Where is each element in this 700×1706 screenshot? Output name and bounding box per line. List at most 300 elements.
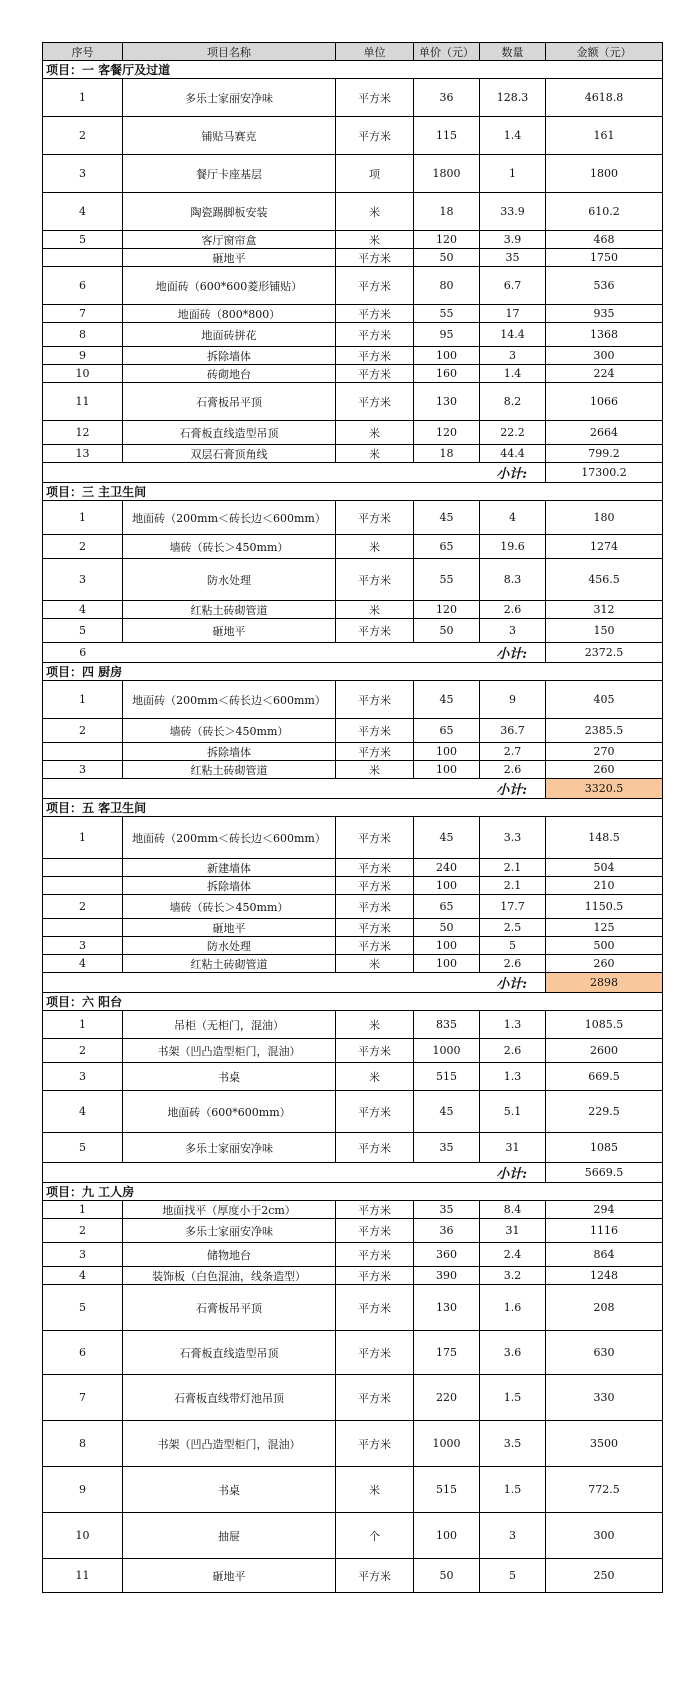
- cell-qty: 4: [480, 501, 546, 535]
- cell-price: 835: [414, 1011, 480, 1039]
- cell-unit: 平方米: [336, 305, 414, 323]
- cell-unit: 米: [336, 601, 414, 619]
- table-row: [43, 1011, 663, 1039]
- table-row: [43, 1063, 663, 1091]
- subtotal-row: [43, 1163, 663, 1183]
- cell-amount: 405: [546, 681, 663, 719]
- cell-price: 50: [414, 1559, 480, 1593]
- cell-qty: 2.1: [480, 877, 546, 895]
- table-row: [43, 1559, 663, 1593]
- cell-name: 多乐士家丽安净味: [123, 1219, 336, 1243]
- cell-price: 18: [414, 445, 480, 463]
- cell-name: 红粘土砖砌管道: [123, 955, 336, 973]
- cell-unit: 米: [336, 1063, 414, 1091]
- cell-amount: 935: [546, 305, 663, 323]
- cell-amount: 2385.5: [546, 719, 663, 743]
- cell-price: 1800: [414, 155, 480, 193]
- cell-price: 35: [414, 1201, 480, 1219]
- cell-amount: 504: [546, 859, 663, 877]
- table-row: [43, 323, 663, 347]
- cell-amount: 300: [546, 1513, 663, 1559]
- cell-price: 515: [414, 1467, 480, 1513]
- cell-amount: 148.5: [546, 817, 663, 859]
- cell-price: 220: [414, 1375, 480, 1421]
- table-row: [43, 501, 663, 535]
- cell-unit: 米: [336, 421, 414, 445]
- cell-amount: 4618.8: [546, 79, 663, 117]
- cell-qty: 9: [480, 681, 546, 719]
- cell-unit: 平方米: [336, 877, 414, 895]
- subtotal-amount: 5669.5: [546, 1163, 663, 1183]
- cell-amount: 1368: [546, 323, 663, 347]
- cell-no: 8: [43, 1421, 123, 1467]
- cell-name: 石膏板直线造型吊顶: [123, 1331, 336, 1375]
- cell-no: 9: [43, 1467, 123, 1513]
- cell-unit: 平方米: [336, 937, 414, 955]
- cell-no: 5: [43, 1285, 123, 1331]
- cell-no: 1: [43, 1201, 123, 1219]
- cell-price: 36: [414, 1219, 480, 1243]
- table-row: [43, 267, 663, 305]
- subtotal-label: 小计:: [123, 1163, 546, 1183]
- table-row: [43, 1267, 663, 1285]
- cell-qty: 3.6: [480, 1331, 546, 1375]
- cell-name: 砖砌地台: [123, 365, 336, 383]
- table-row: [43, 1421, 663, 1467]
- cell-price: 120: [414, 231, 480, 249]
- cell-name: 铺贴马赛克: [123, 117, 336, 155]
- cell-qty: 1.5: [480, 1375, 546, 1421]
- cell-name: 砸地平: [123, 919, 336, 937]
- cell-name: 墙砖（砖长＞450mm）: [123, 535, 336, 559]
- cell-amount: 1116: [546, 1219, 663, 1243]
- cell-price: 160: [414, 365, 480, 383]
- cell-qty: 36.7: [480, 719, 546, 743]
- cell-qty: 19.6: [480, 535, 546, 559]
- cell-qty: 2.6: [480, 955, 546, 973]
- cell-amount: 772.5: [546, 1467, 663, 1513]
- section-title: 项目：六 阳台: [43, 993, 663, 1011]
- cell-qty: 8.2: [480, 383, 546, 421]
- cell-amount: 610.2: [546, 193, 663, 231]
- cell-price: 100: [414, 347, 480, 365]
- cell-name: 地面砖（600*600菱形铺贴）: [123, 267, 336, 305]
- cell-no: 3: [43, 155, 123, 193]
- cell-amount: 330: [546, 1375, 663, 1421]
- cell-price: 45: [414, 501, 480, 535]
- cell-amount: 3500: [546, 1421, 663, 1467]
- cell-name: 地面砖（200mm＜砖长边＜600mm）: [123, 681, 336, 719]
- table-row: [43, 559, 663, 601]
- cell-amount: 536: [546, 267, 663, 305]
- cell-no: 2: [43, 1039, 123, 1063]
- cell-no: 3: [43, 1063, 123, 1091]
- cell-unit: 米: [336, 761, 414, 779]
- cell-name: 石膏板吊平顶: [123, 383, 336, 421]
- header-no: 序号: [43, 43, 123, 61]
- section-header: [43, 993, 663, 1011]
- section-title: 项目：九 工人房: [43, 1183, 663, 1201]
- subtotal-amount: 2372.5: [546, 643, 663, 663]
- cell-name: 装饰板（白色混油，线条造型）: [123, 1267, 336, 1285]
- table-row: [43, 155, 663, 193]
- cell-qty: 3: [480, 1513, 546, 1559]
- cell-price: 390: [414, 1267, 480, 1285]
- cell-no: 6: [43, 267, 123, 305]
- cell-unit: 项: [336, 155, 414, 193]
- table-row: [43, 117, 663, 155]
- cell-price: 120: [414, 601, 480, 619]
- cell-no: 1: [43, 817, 123, 859]
- cell-unit: 米: [336, 535, 414, 559]
- cell-unit: 平方米: [336, 1219, 414, 1243]
- cell-name: 陶瓷踢脚板安装: [123, 193, 336, 231]
- cell-amount: 1248: [546, 1267, 663, 1285]
- table-row: [43, 1243, 663, 1267]
- cell-name: 抽屉: [123, 1513, 336, 1559]
- table-row: [43, 1133, 663, 1163]
- cell-unit: 平方米: [336, 1559, 414, 1593]
- cell-price: 115: [414, 117, 480, 155]
- table-row: [43, 817, 663, 859]
- table-row: [43, 955, 663, 973]
- cell-no: 10: [43, 1513, 123, 1559]
- table-row: [43, 619, 663, 643]
- subtotal-label: 小计:: [123, 779, 546, 799]
- cell-unit: 平方米: [336, 501, 414, 535]
- cell-unit: 米: [336, 1467, 414, 1513]
- cell-name: 防水处理: [123, 559, 336, 601]
- cell-unit: 平方米: [336, 365, 414, 383]
- cell-qty: 17.7: [480, 895, 546, 919]
- cell-price: 100: [414, 955, 480, 973]
- cell-price: 36: [414, 79, 480, 117]
- cell-no: 13: [43, 445, 123, 463]
- cell-no: 2: [43, 895, 123, 919]
- section-header: [43, 663, 663, 681]
- section-header: [43, 61, 663, 79]
- cell-qty: 2.6: [480, 1039, 546, 1063]
- cell-price: 1000: [414, 1421, 480, 1467]
- cell-no: 7: [43, 1375, 123, 1421]
- cell-unit: 平方米: [336, 743, 414, 761]
- cell-amount: 2664: [546, 421, 663, 445]
- cell-price: 175: [414, 1331, 480, 1375]
- cell-price: 360: [414, 1243, 480, 1267]
- cell-amount: 224: [546, 365, 663, 383]
- cell-amount: 210: [546, 877, 663, 895]
- cell-unit: 平方米: [336, 267, 414, 305]
- cell-price: 65: [414, 719, 480, 743]
- cell-price: 55: [414, 559, 480, 601]
- table-row: [43, 365, 663, 383]
- cell-no: [43, 249, 123, 267]
- table-row: [43, 895, 663, 919]
- table-row: [43, 1513, 663, 1559]
- subtotal-amount: 2898: [546, 973, 663, 993]
- cell-qty: 5.1: [480, 1091, 546, 1133]
- header-unit: 单位: [336, 43, 414, 61]
- table-row: [43, 1375, 663, 1421]
- cell-unit: 平方米: [336, 1201, 414, 1219]
- cell-name: 餐厅卡座基层: [123, 155, 336, 193]
- cell-qty: 3: [480, 347, 546, 365]
- cell-name: 拆除墙体: [123, 877, 336, 895]
- cell-price: 50: [414, 919, 480, 937]
- subtotal-amount: 3320.5: [546, 779, 663, 799]
- cell-qty: 2.7: [480, 743, 546, 761]
- cell-no: 3: [43, 559, 123, 601]
- cell-unit: 平方米: [336, 1375, 414, 1421]
- cell-unit: 平方米: [336, 895, 414, 919]
- cell-no: 1: [43, 79, 123, 117]
- cell-unit: 米: [336, 445, 414, 463]
- cell-amount: 500: [546, 937, 663, 955]
- cell-amount: 1750: [546, 249, 663, 267]
- table-row: [43, 445, 663, 463]
- cell-no: 12: [43, 421, 123, 445]
- section-title: 项目：五 客卫生间: [43, 799, 663, 817]
- cell-unit: 平方米: [336, 919, 414, 937]
- cell-unit: 米: [336, 1011, 414, 1039]
- table-row: [43, 249, 663, 267]
- cell-qty: 2.6: [480, 761, 546, 779]
- cell-qty: 5: [480, 1559, 546, 1593]
- subtotal-row: [43, 973, 663, 993]
- cell-no: 3: [43, 1243, 123, 1267]
- cell-name: 地面砖（200mm＜砖长边＜600mm）: [123, 817, 336, 859]
- section-title: 项目：三 主卫生间: [43, 483, 663, 501]
- cell-name: 防水处理: [123, 937, 336, 955]
- cell-amount: 208: [546, 1285, 663, 1331]
- cell-name: 砸地平: [123, 1559, 336, 1593]
- subtotal-no: [43, 779, 123, 799]
- cell-amount: 2600: [546, 1039, 663, 1063]
- cell-name: 地面砖（600*600mm）: [123, 1091, 336, 1133]
- cell-no: 2: [43, 117, 123, 155]
- subtotal-row: [43, 779, 663, 799]
- cell-no: 4: [43, 193, 123, 231]
- cell-qty: 3.5: [480, 1421, 546, 1467]
- cell-name: 储物地台: [123, 1243, 336, 1267]
- table-row: [43, 601, 663, 619]
- cell-qty: 1.4: [480, 117, 546, 155]
- cell-qty: 1: [480, 155, 546, 193]
- subtotal-no: [43, 973, 123, 993]
- cell-amount: 669.5: [546, 1063, 663, 1091]
- cell-no: 8: [43, 323, 123, 347]
- header-price: 单价（元）: [414, 43, 480, 61]
- cell-qty: 44.4: [480, 445, 546, 463]
- cell-amount: 1085: [546, 1133, 663, 1163]
- header-name: 项目名称: [123, 43, 336, 61]
- cell-unit: 平方米: [336, 1091, 414, 1133]
- cell-price: 130: [414, 383, 480, 421]
- cell-price: 45: [414, 817, 480, 859]
- cell-unit: 平方米: [336, 817, 414, 859]
- cell-name: 拆除墙体: [123, 743, 336, 761]
- cell-no: 4: [43, 601, 123, 619]
- cell-unit: 平方米: [336, 1285, 414, 1331]
- cell-name: 红粘土砖砌管道: [123, 601, 336, 619]
- cell-name: 墙砖（砖长＞450mm）: [123, 895, 336, 919]
- subtotal-amount: 17300.2: [546, 463, 663, 483]
- cell-amount: 150: [546, 619, 663, 643]
- table-row: [43, 743, 663, 761]
- cell-qty: 128.3: [480, 79, 546, 117]
- table-row: [43, 1285, 663, 1331]
- cell-unit: 米: [336, 231, 414, 249]
- cell-qty: 31: [480, 1219, 546, 1243]
- cell-unit: 平方米: [336, 1421, 414, 1467]
- cell-name: 多乐士家丽安净味: [123, 1133, 336, 1163]
- section-title: 项目：一 客餐厅及过道: [43, 61, 663, 79]
- section-header: [43, 799, 663, 817]
- cell-name: 吊柜（无柜门，混油）: [123, 1011, 336, 1039]
- cell-amount: 1150.5: [546, 895, 663, 919]
- cell-unit: 平方米: [336, 1243, 414, 1267]
- cell-qty: 3.2: [480, 1267, 546, 1285]
- table-row: [43, 305, 663, 323]
- cell-amount: 250: [546, 1559, 663, 1593]
- table-row: [43, 919, 663, 937]
- cell-unit: 平方米: [336, 323, 414, 347]
- cell-qty: 6.7: [480, 267, 546, 305]
- cell-amount: 229.5: [546, 1091, 663, 1133]
- cell-no: 1: [43, 1011, 123, 1039]
- cell-qty: 1.3: [480, 1063, 546, 1091]
- table-row: [43, 231, 663, 249]
- cell-price: 515: [414, 1063, 480, 1091]
- cell-unit: 平方米: [336, 681, 414, 719]
- cell-amount: 456.5: [546, 559, 663, 601]
- cell-name: 双层石膏顶角线: [123, 445, 336, 463]
- section-header: [43, 483, 663, 501]
- cell-amount: 312: [546, 601, 663, 619]
- cell-name: 砸地平: [123, 249, 336, 267]
- cell-unit: 平方米: [336, 79, 414, 117]
- cell-unit: 平方米: [336, 347, 414, 365]
- cell-name: 砸地平: [123, 619, 336, 643]
- cell-no: 4: [43, 955, 123, 973]
- cell-no: 7: [43, 305, 123, 323]
- table-row: [43, 1201, 663, 1219]
- cell-qty: 1.4: [480, 365, 546, 383]
- cell-price: 100: [414, 743, 480, 761]
- cell-price: 35: [414, 1133, 480, 1163]
- cell-qty: 3.9: [480, 231, 546, 249]
- cell-price: 100: [414, 1513, 480, 1559]
- subtotal-no: [43, 463, 123, 483]
- cell-price: 1000: [414, 1039, 480, 1063]
- cell-no: 2: [43, 1219, 123, 1243]
- cell-qty: 3.3: [480, 817, 546, 859]
- cell-amount: 799.2: [546, 445, 663, 463]
- cell-price: 50: [414, 249, 480, 267]
- cell-no: 10: [43, 365, 123, 383]
- cell-amount: 630: [546, 1331, 663, 1375]
- cell-name: 客厅窗帘盒: [123, 231, 336, 249]
- cell-price: 100: [414, 761, 480, 779]
- cell-name: 地面找平（厚度小于2cm）: [123, 1201, 336, 1219]
- table-row: [43, 719, 663, 743]
- cell-unit: 平方米: [336, 719, 414, 743]
- cell-unit: 米: [336, 955, 414, 973]
- cell-no: [43, 919, 123, 937]
- cell-qty: 2.4: [480, 1243, 546, 1267]
- table-row: [43, 1467, 663, 1513]
- cell-no: 5: [43, 619, 123, 643]
- cell-amount: 294: [546, 1201, 663, 1219]
- cell-qty: 2.1: [480, 859, 546, 877]
- quotation-sheet: [42, 42, 662, 1593]
- cell-no: 5: [43, 1133, 123, 1163]
- cell-unit: 平方米: [336, 249, 414, 267]
- cell-price: 18: [414, 193, 480, 231]
- cell-name: 石膏板吊平顶: [123, 1285, 336, 1331]
- cell-no: [43, 859, 123, 877]
- table-row: [43, 79, 663, 117]
- cell-unit: 平方米: [336, 117, 414, 155]
- cell-no: 2: [43, 719, 123, 743]
- cell-unit: 平方米: [336, 1331, 414, 1375]
- cell-price: 130: [414, 1285, 480, 1331]
- cell-price: 100: [414, 937, 480, 955]
- subtotal-no: 6: [43, 643, 123, 663]
- table-row: [43, 937, 663, 955]
- cell-qty: 1.5: [480, 1467, 546, 1513]
- subtotal-label: 小计:: [123, 973, 546, 993]
- cell-no: 4: [43, 1267, 123, 1285]
- cell-qty: 5: [480, 937, 546, 955]
- cell-no: 11: [43, 1559, 123, 1593]
- table-row: [43, 877, 663, 895]
- subtotal-label: 小计:: [123, 643, 546, 663]
- cell-amount: 1085.5: [546, 1011, 663, 1039]
- cell-name: 石膏板直线造型吊顶: [123, 421, 336, 445]
- cell-price: 50: [414, 619, 480, 643]
- cell-name: 地面砖拼花: [123, 323, 336, 347]
- table-row: [43, 1219, 663, 1243]
- cell-no: 1: [43, 501, 123, 535]
- cell-name: 书桌: [123, 1063, 336, 1091]
- cell-qty: 14.4: [480, 323, 546, 347]
- cell-qty: 17: [480, 305, 546, 323]
- cell-no: 2: [43, 535, 123, 559]
- cell-name: 新建墙体: [123, 859, 336, 877]
- table-row: [43, 1091, 663, 1133]
- cell-amount: 1066: [546, 383, 663, 421]
- cell-price: 45: [414, 1091, 480, 1133]
- cell-name: 石膏板直线带灯池吊顶: [123, 1375, 336, 1421]
- cell-unit: 平方米: [336, 619, 414, 643]
- subtotal-row: [43, 463, 663, 483]
- cell-qty: 8.4: [480, 1201, 546, 1219]
- table-row: [43, 761, 663, 779]
- cell-amount: 864: [546, 1243, 663, 1267]
- cell-unit: 平方米: [336, 859, 414, 877]
- cell-no: 9: [43, 347, 123, 365]
- cell-qty: 22.2: [480, 421, 546, 445]
- table-row: [43, 859, 663, 877]
- cell-amount: 468: [546, 231, 663, 249]
- section-header: [43, 1183, 663, 1201]
- cell-unit: 米: [336, 193, 414, 231]
- cell-no: 3: [43, 937, 123, 955]
- cell-price: 100: [414, 877, 480, 895]
- cell-amount: 125: [546, 919, 663, 937]
- cell-amount: 260: [546, 955, 663, 973]
